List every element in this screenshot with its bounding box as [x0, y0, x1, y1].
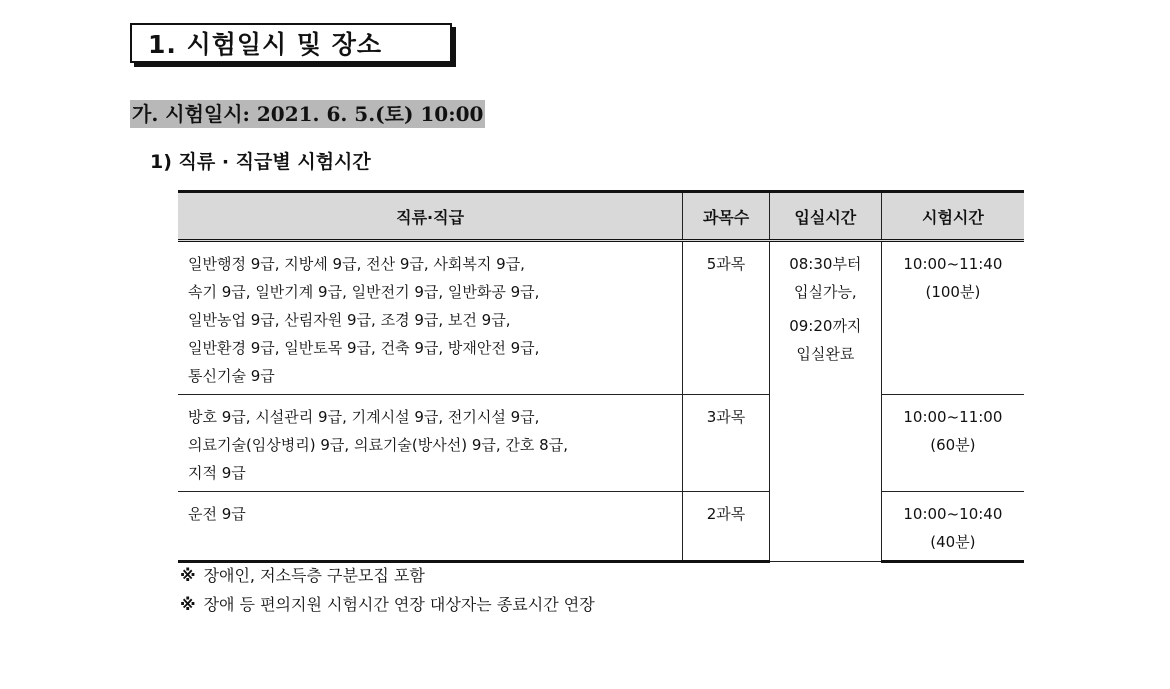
- category-line: 일반환경 9급, 일반토목 9급, 건축 9급, 방재안전 9급,: [188, 339, 540, 357]
- exam-duration: (100분): [925, 283, 981, 301]
- reference-mark-icon: ※: [180, 595, 196, 614]
- category-line: 지적 9급: [188, 464, 246, 482]
- header-exam-time: 시험시간: [881, 192, 1024, 241]
- subject-count-cell: 2과목: [683, 492, 770, 562]
- notes-section: [180, 561, 595, 619]
- note-text: 장애인, 저소득층 구분모집 포함: [203, 566, 425, 585]
- note-item: [180, 590, 595, 619]
- table-row: [178, 395, 1024, 492]
- category-line: 일반농업 9급, 산림자원 9급, 조경 9급, 보건 9급,: [188, 311, 511, 329]
- exam-schedule-table: [178, 190, 1024, 563]
- subject-count-cell: 3과목: [683, 395, 770, 492]
- exam-duration: (40분): [930, 533, 976, 551]
- category-line: 속기 9급, 일반기계 9급, 일반전기 9급, 일반화공 9급,: [188, 283, 540, 301]
- exam-date-subtitle: 가. 시험일시: 2021. 6. 5.(토) 10:00: [132, 102, 484, 126]
- entry-time-line: 입실완료: [796, 345, 855, 363]
- header-entry-time: 입실시간: [769, 192, 881, 241]
- table-row: [178, 492, 1024, 562]
- entry-time-line: 08:30부터: [789, 255, 862, 273]
- note-text: 장애 등 편의지원 시험시간 연장 대상자는 종료시간 연장: [203, 595, 595, 614]
- exam-time: 10:00~10:40: [903, 505, 1003, 523]
- exam-duration: (60분): [930, 436, 976, 454]
- category-cell: [178, 241, 683, 395]
- note-item: [180, 561, 595, 590]
- table-header-row: [178, 192, 1024, 241]
- category-line: 의료기술(임상병리) 9급, 의료기술(방사선) 9급, 간호 8급,: [188, 436, 568, 454]
- category-cell: [178, 492, 683, 562]
- category-line: 통신기술 9급: [188, 367, 275, 385]
- exam-time: 10:00~11:00: [903, 408, 1003, 426]
- exam-time-by-category-heading: 1) 직류 · 직급별 시험시간: [150, 151, 371, 173]
- entry-time-line: 입실가능,: [793, 283, 857, 301]
- section-title: 1. 시험일시 및 장소: [148, 30, 383, 59]
- table-row: [178, 241, 1024, 395]
- reference-mark-icon: ※: [180, 566, 196, 585]
- exam-time-cell: [881, 241, 1024, 395]
- exam-time: 10:00~11:40: [903, 255, 1003, 273]
- header-category: 직류·직급: [178, 192, 683, 241]
- exam-time-cell: [881, 492, 1024, 562]
- header-subject-count: 과목수: [683, 192, 770, 241]
- entry-time-line: 09:20까지: [789, 317, 862, 335]
- section-title-box: [130, 23, 452, 63]
- entry-time-cell: [769, 241, 881, 562]
- category-cell: [178, 395, 683, 492]
- category-line: 방호 9급, 시설관리 9급, 기계시설 9급, 전기시설 9급,: [188, 408, 540, 426]
- category-line: 운전 9급: [188, 505, 246, 523]
- category-line: 일반행정 9급, 지방세 9급, 전산 9급, 사회복지 9급,: [188, 255, 525, 273]
- exam-time-cell: [881, 395, 1024, 492]
- subject-count-cell: 5과목: [683, 241, 770, 395]
